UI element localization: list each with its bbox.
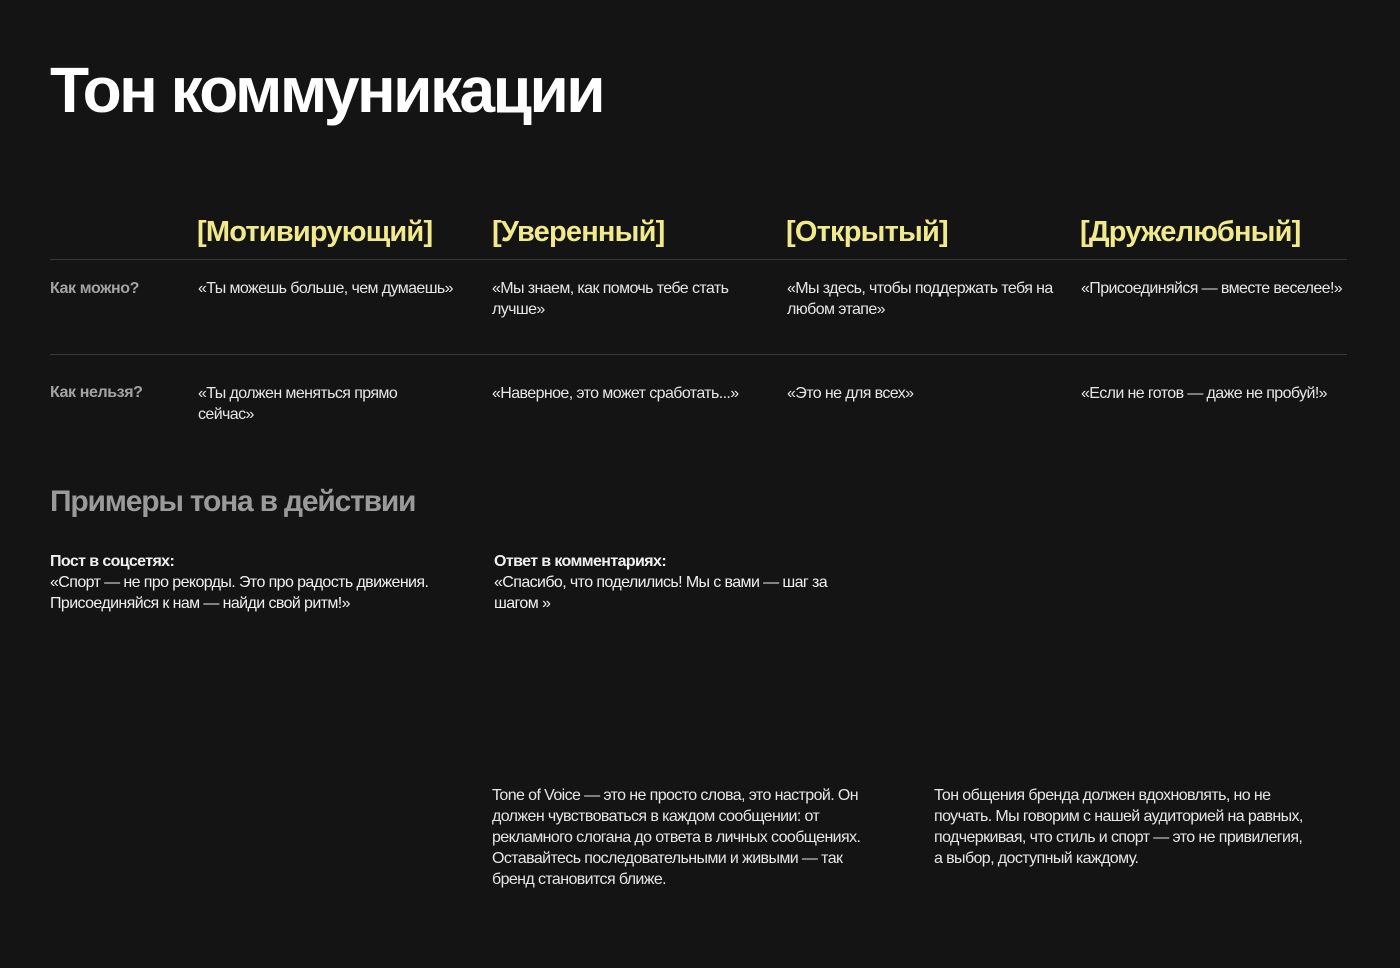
brand-communication-note: Тон общения бренда должен вдохновлять, но не поучать. Мы говорим с нашей аудиторией на равных, подчеркивая, что стиль и спорт — это не привилегия, а выбор, доступный каждому. [934, 787, 1303, 867]
cell-dont-motivating: «Ты должен меняться прямо сейчас» [198, 385, 398, 423]
tone-header-open: [Открытый] [786, 216, 948, 248]
cell-do-open: «Мы здесь, чтобы поддержать тебя на любом этапе» [787, 280, 1053, 318]
row-label-dont: Как нельзя? [50, 384, 143, 401]
example-social-post-text: «Спорт — не про рекорды. Это про радость движения. Присоединяйся к нам — найди свой ритм!» [50, 574, 429, 612]
cell-do-motivating: «Ты можешь больше, чем думаешь» [198, 280, 453, 297]
cell-do-friendly: «Присоединяйся — вместе веселее!» [1081, 280, 1343, 297]
cell-dont-confident: «Наверное, это может сработать...» [492, 385, 739, 402]
tone-header-confident: [Уверенный] [492, 216, 665, 248]
examples-title: Примеры тона в действии [50, 485, 416, 518]
example-comment-reply-text: «Спасибо, что поделились! Мы с вами — шаг за шагом » [494, 574, 828, 612]
tone-of-voice-note: Tone of Voice — это не просто слова, это настрой. Он должен чувствоваться в каждом сообщении: от рекламного слогана до ответа в личных сообщениях. Оставайтесь последовательными и живыми — так бренд становится ближе. [492, 787, 861, 888]
example-social-post [50, 551, 470, 614]
header-divider [50, 259, 1347, 260]
cell-dont-open: «Это не для всех» [787, 385, 914, 402]
example-comment-reply-heading: Ответ в комментариях: [494, 553, 667, 570]
example-social-post-heading: Пост в соцсетях: [50, 553, 175, 570]
row-divider [50, 354, 1347, 355]
cell-do-confident: «Мы знаем, как помочь тебе стать лучше» [492, 280, 729, 318]
tone-header-friendly: [Дружелюбный] [1080, 216, 1301, 248]
page-title: Тон коммуникации [50, 54, 604, 126]
tone-header-motivating: [Мотивирующий] [197, 216, 433, 248]
cell-dont-friendly: «Если не готов — даже не пробуй!» [1081, 385, 1327, 402]
example-comment-reply [494, 551, 834, 614]
row-label-do: Как можно? [50, 280, 140, 297]
